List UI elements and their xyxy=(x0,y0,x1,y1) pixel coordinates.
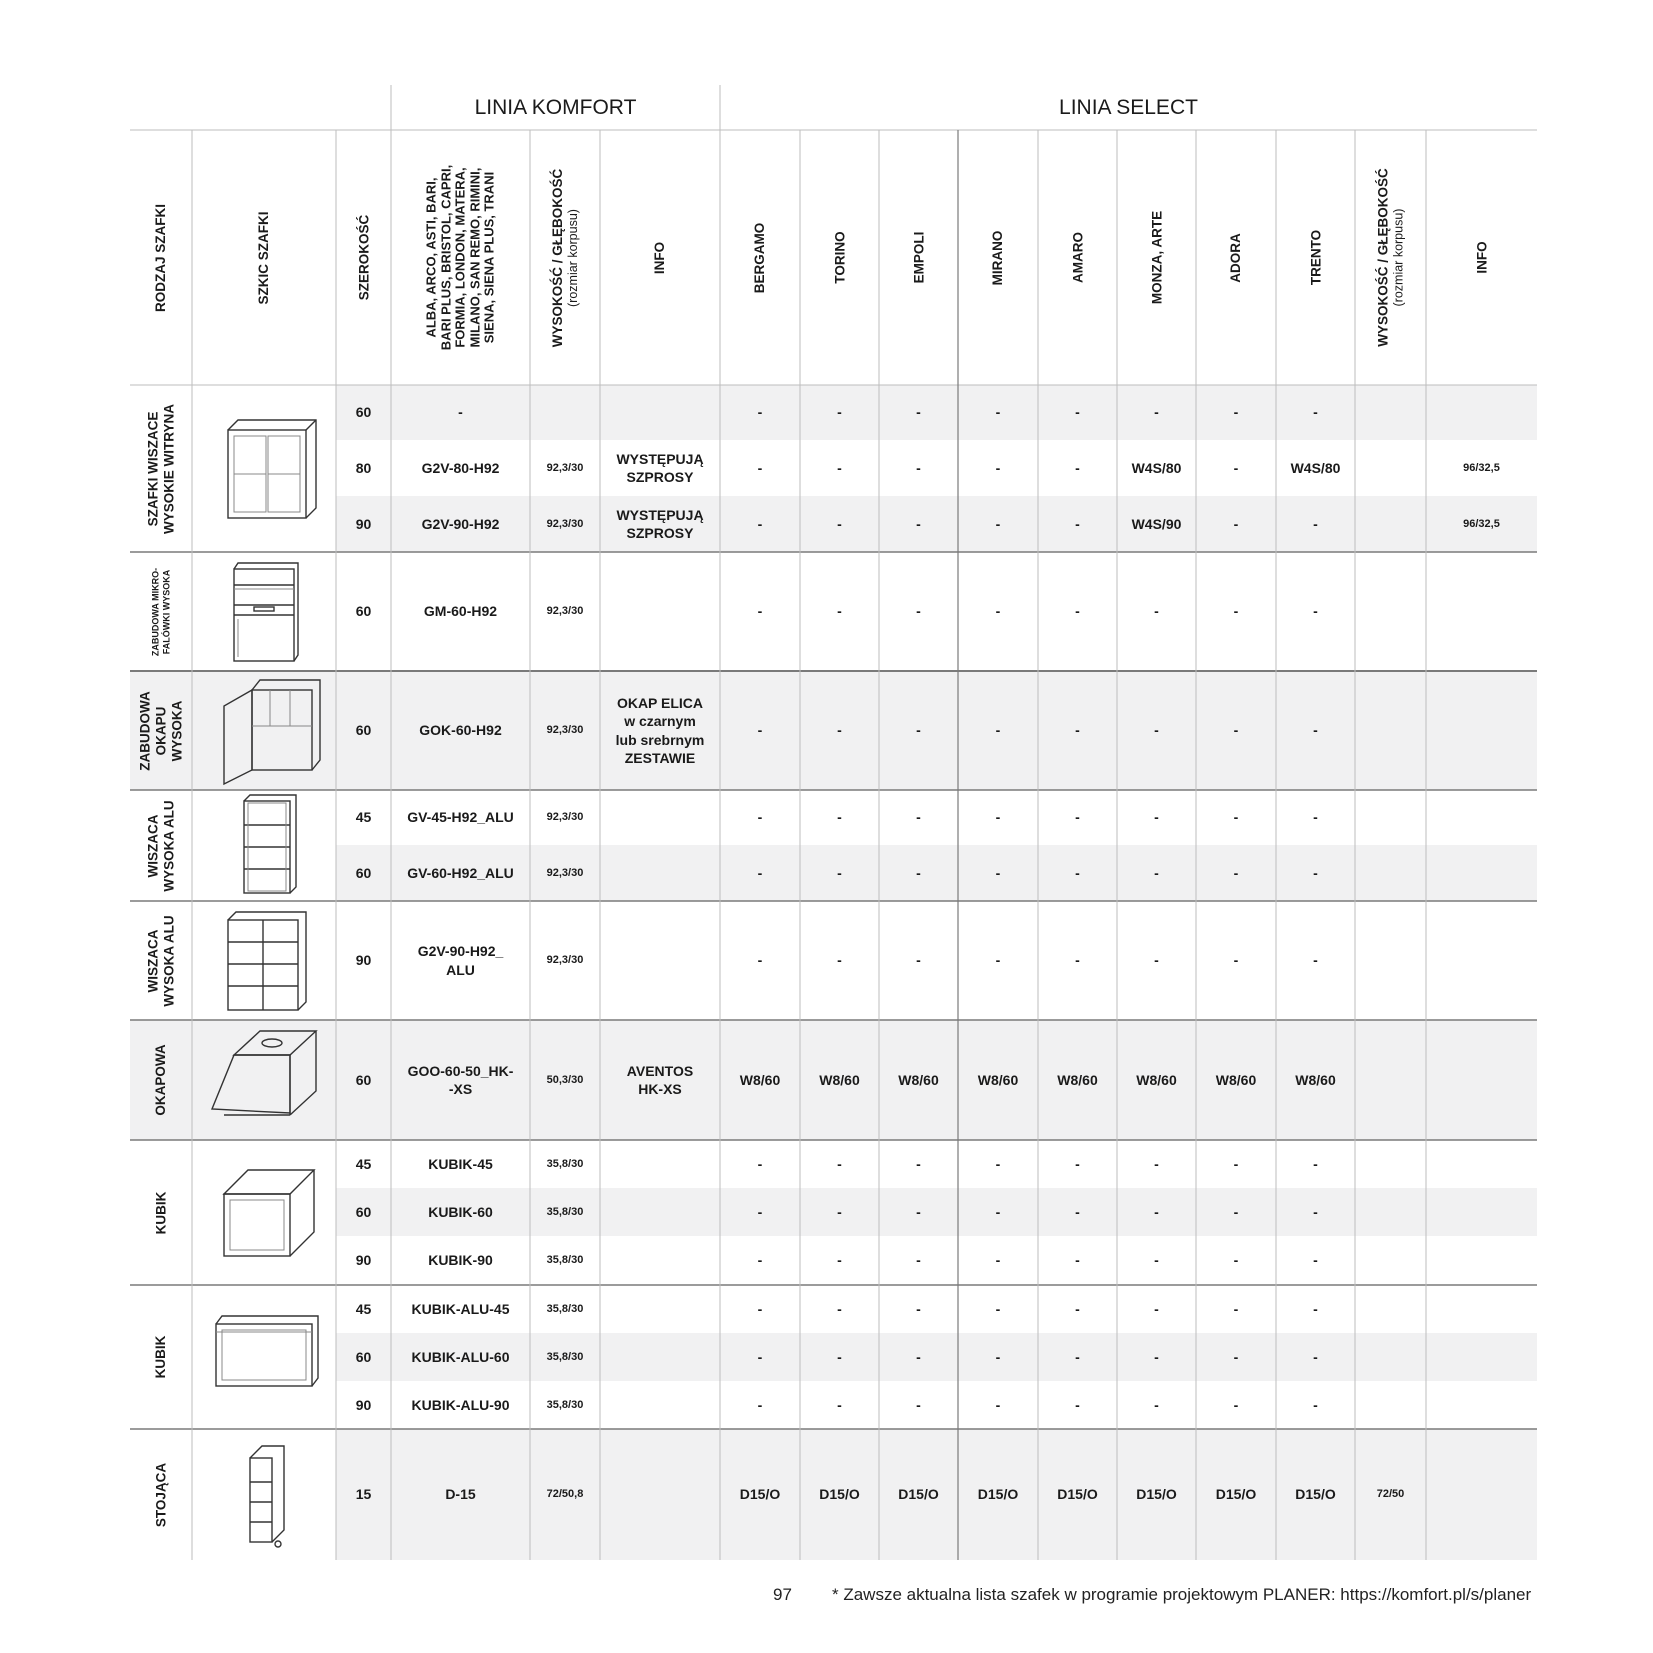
select-front-cell: D15/O xyxy=(1295,1486,1336,1503)
select-front-cell: - xyxy=(1233,404,1239,421)
group-header-select: LINIA SELECT xyxy=(1059,95,1198,119)
select-front-cell: - xyxy=(757,1396,763,1413)
dims-cell: 35,8/30 xyxy=(546,1350,584,1363)
column-header-fronts-komfort: ALBA, ARCO, ASTI, BARI, BARI PLUS, BRISTOL, CAPRI, FORMIA, LONDON, MATERA, MILANO, SAN REMO, RIMINI, SIENA, SIENA PLUS, TRANI xyxy=(423,164,497,351)
width-cell: 60 xyxy=(355,1071,372,1088)
select-front-cell: D15/O xyxy=(898,1486,939,1503)
column-header-wys-gleb-sub: (rozmiar korpusu) xyxy=(565,208,580,307)
select-front-cell: D15/O xyxy=(977,1486,1019,1503)
select-front-cell: - xyxy=(837,722,842,739)
dims-cell: 92,3/30 xyxy=(546,866,584,879)
dims-select-cell xyxy=(1355,1285,1426,1333)
select-front-cell: - xyxy=(837,515,842,532)
dims-cell: 92,3/30 xyxy=(546,724,584,737)
info-select-cell xyxy=(1426,385,1537,440)
select-front-cell: - xyxy=(916,1396,921,1413)
code-cell: G2V-90-H92 xyxy=(421,515,500,532)
page-number: 97 xyxy=(773,1585,792,1604)
select-front-cell: - xyxy=(837,1300,842,1317)
select-front-cell: - xyxy=(995,1155,1001,1172)
width-cell: 60 xyxy=(355,603,372,620)
narrow-base-cabinet-icon xyxy=(204,1440,324,1550)
select-front-cell: - xyxy=(916,603,921,620)
column-header-info-select: INFO xyxy=(1473,241,1489,274)
hood-cabinet-icon xyxy=(204,1025,324,1135)
code-cell: G2V-80-H92 xyxy=(421,459,500,476)
width-cell: 60 xyxy=(355,1203,372,1220)
column-header-adora: ADORA xyxy=(1228,232,1244,283)
select-front-cell: - xyxy=(1233,459,1239,476)
code-cell: KUBIK-ALU-45 xyxy=(411,1300,510,1317)
select-front-cell: - xyxy=(1313,864,1318,881)
select-front-cell: - xyxy=(837,1252,842,1269)
dims-select-cell xyxy=(1355,845,1426,901)
select-front-cell: - xyxy=(1233,603,1239,620)
info-cell: WYSTĘPUJĄ SZPROSY xyxy=(616,450,704,485)
code-cell: GV-45-H92_ALU xyxy=(407,809,514,826)
select-front-cell: - xyxy=(757,1155,763,1172)
select-front-cell: - xyxy=(1313,1155,1318,1172)
width-cell: 90 xyxy=(355,1396,372,1413)
select-front-cell: W8/60 xyxy=(739,1071,781,1088)
code-cell: GM-60-H92 xyxy=(423,603,498,620)
dims-select-cell xyxy=(1355,1381,1426,1429)
select-front-cell: - xyxy=(995,1203,1001,1220)
select-front-cell: - xyxy=(916,1203,921,1220)
dims-select-cell: 72/50 xyxy=(1376,1488,1405,1501)
cabinet-type-label: WISZACA WYSOKA ALU xyxy=(145,799,176,892)
select-front-cell: W8/60 xyxy=(898,1071,939,1088)
info-cell xyxy=(600,1285,720,1333)
info-select-cell xyxy=(1426,790,1537,845)
select-front-cell: - xyxy=(916,809,921,826)
select-front-cell: - xyxy=(1233,515,1239,532)
select-front-cell: - xyxy=(1313,952,1318,969)
info-select-cell xyxy=(1426,1381,1537,1429)
width-cell: 60 xyxy=(355,404,372,421)
dims-select-cell xyxy=(1355,790,1426,845)
select-front-cell: - xyxy=(1154,1252,1159,1269)
select-front-cell: - xyxy=(1075,1155,1080,1172)
width-cell: 45 xyxy=(355,809,372,826)
select-front-cell: - xyxy=(837,603,842,620)
select-front-cell: - xyxy=(1075,864,1080,881)
select-front-cell: - xyxy=(1075,722,1080,739)
cube-open-cabinet-icon xyxy=(204,1158,324,1268)
width-cell: 45 xyxy=(355,1155,372,1172)
code-cell: - xyxy=(458,404,463,421)
select-front-cell: W8/60 xyxy=(977,1071,1019,1088)
code-cell: GOK-60-H92 xyxy=(419,722,502,739)
select-front-cell: - xyxy=(837,404,842,421)
select-front-cell: - xyxy=(916,864,921,881)
select-front-cell: - xyxy=(1075,1348,1080,1365)
code-cell: D-15 xyxy=(445,1486,476,1503)
select-front-cell: - xyxy=(757,1252,763,1269)
select-front-cell: - xyxy=(1233,1300,1239,1317)
select-front-cell: - xyxy=(995,1300,1001,1317)
dims-select-cell xyxy=(1355,1333,1426,1381)
info-cell xyxy=(600,790,720,845)
select-front-cell: W4S/80 xyxy=(1290,459,1341,476)
dims-cell: 92,3/30 xyxy=(546,605,584,618)
info-cell xyxy=(600,1333,720,1381)
select-front-cell: - xyxy=(1154,952,1159,969)
select-front-cell: - xyxy=(757,515,763,532)
column-header-info: INFO xyxy=(652,241,668,274)
info-select-cell xyxy=(1426,1188,1537,1236)
select-front-cell: - xyxy=(1075,515,1080,532)
select-front-cell: - xyxy=(1313,1348,1318,1365)
select-front-cell: - xyxy=(995,603,1001,620)
select-front-cell: - xyxy=(837,1203,842,1220)
select-front-cell: - xyxy=(1313,1203,1318,1220)
code-cell: KUBIK-ALU-60 xyxy=(411,1348,510,1365)
select-front-cell: - xyxy=(1233,1203,1239,1220)
glass-wall-cabinet-icon xyxy=(204,414,324,524)
info-cell xyxy=(600,1381,720,1429)
info-select-cell xyxy=(1426,1140,1537,1188)
cabinet-type-label: ZABUDOWA MIKRO- FALÓWKI WYSOKA xyxy=(150,567,171,656)
select-front-cell: - xyxy=(995,515,1001,532)
dims-select-cell xyxy=(1355,901,1426,1020)
select-front-cell: D15/O xyxy=(819,1486,860,1503)
select-front-cell: - xyxy=(995,459,1001,476)
select-front-cell: - xyxy=(1154,1396,1159,1413)
select-front-cell: - xyxy=(1075,1300,1080,1317)
select-front-cell: D15/O xyxy=(739,1486,781,1503)
dims-cell: 92,3/30 xyxy=(546,517,584,530)
cabinet-type-label: STOJĄCA xyxy=(153,1462,169,1527)
width-cell: 90 xyxy=(355,515,372,532)
select-front-cell: - xyxy=(995,864,1001,881)
column-header-amaro: AMARO xyxy=(1069,232,1085,283)
code-cell: KUBIK-90 xyxy=(428,1252,493,1269)
column-header-wys-gleb xyxy=(533,138,597,378)
footer-note: * Zawsze aktualna lista szafek w programie projektowym PLANER: https://komfort.pl/s/planer xyxy=(832,1585,1532,1604)
info-cell xyxy=(600,845,720,901)
info-select-cell xyxy=(1426,845,1537,901)
select-front-cell: - xyxy=(916,1252,921,1269)
select-front-cell: - xyxy=(1233,1396,1239,1413)
width-cell: 90 xyxy=(355,1252,372,1269)
select-front-cell: W4S/90 xyxy=(1131,515,1182,532)
column-header-monza-arte: MONZA, ARTE xyxy=(1148,210,1164,305)
dims-cell: 35,8/30 xyxy=(546,1302,584,1315)
info-select-cell xyxy=(1426,1236,1537,1285)
select-front-cell: - xyxy=(916,1348,921,1365)
select-front-cell: D15/O xyxy=(1136,1486,1177,1503)
select-front-cell: W8/60 xyxy=(1295,1071,1336,1088)
select-front-cell: - xyxy=(757,864,763,881)
width-cell: 45 xyxy=(355,1300,372,1317)
select-front-cell: - xyxy=(837,1155,842,1172)
info-cell xyxy=(600,1429,720,1560)
select-front-cell: - xyxy=(1075,1252,1080,1269)
select-front-cell: - xyxy=(1313,515,1318,532)
cabinet-type-label: ZABUDOWA OKAPU WYSOKA xyxy=(137,690,184,771)
cabinet-type-label: WISZACA WYSOKA ALU xyxy=(145,914,176,1007)
select-front-cell: - xyxy=(1154,603,1159,620)
code-cell: GV-60-H92_ALU xyxy=(407,864,514,881)
select-front-cell: - xyxy=(757,404,763,421)
select-front-cell: - xyxy=(916,1155,921,1172)
column-header-empoli: EMPOLI xyxy=(910,231,926,284)
select-front-cell: W4S/80 xyxy=(1131,459,1182,476)
select-front-cell: - xyxy=(757,1203,763,1220)
select-front-cell: - xyxy=(1313,809,1318,826)
column-header-wys-gleb-main: WYSOKOŚĆ / GŁĘBOKOŚĆ xyxy=(549,168,565,347)
code-cell: GOO-60-50_HK- -XS xyxy=(407,1062,514,1097)
alu-shelf-cabinet-icon xyxy=(204,791,324,901)
cabinet-type-label: KUBIK xyxy=(153,1191,169,1234)
select-front-cell: - xyxy=(1075,809,1080,826)
code-cell: KUBIK-ALU-90 xyxy=(411,1396,510,1413)
info-cell xyxy=(600,1188,720,1236)
select-front-cell: - xyxy=(1154,809,1159,826)
select-front-cell: D15/O xyxy=(1215,1486,1257,1503)
select-front-cell: - xyxy=(1313,1252,1318,1269)
select-front-cell: - xyxy=(1075,603,1080,620)
select-front-cell: - xyxy=(995,809,1001,826)
select-front-cell: - xyxy=(837,809,842,826)
select-front-cell: - xyxy=(1154,1155,1159,1172)
width-cell: 80 xyxy=(355,459,372,476)
column-header-wys-gleb-select-main: WYSOKOŚĆ / GŁĘBOKOŚĆ xyxy=(1375,168,1391,347)
select-front-cell: - xyxy=(995,722,1001,739)
select-front-cell: - xyxy=(1075,952,1080,969)
dims-select-cell xyxy=(1355,1188,1426,1236)
width-cell: 60 xyxy=(355,722,372,739)
dims-select-cell xyxy=(1355,1236,1426,1285)
info-cell xyxy=(600,1236,720,1285)
column-header-rodzaj: RODZAJ SZAFKI xyxy=(153,203,169,312)
info-select-cell xyxy=(1426,1020,1537,1140)
info-select-cell xyxy=(1426,552,1537,671)
hood-housing-icon xyxy=(204,676,324,786)
double-alu-shelf-cabinet-icon xyxy=(204,906,324,1016)
select-front-cell: - xyxy=(1233,1252,1239,1269)
select-front-cell: - xyxy=(757,1300,763,1317)
alu-frame-cube-icon xyxy=(204,1302,324,1412)
select-front-cell: - xyxy=(1075,1203,1080,1220)
select-front-cell: - xyxy=(1233,952,1239,969)
code-cell: KUBIK-45 xyxy=(428,1155,493,1172)
cabinet-type-label: KUBIK xyxy=(153,1335,169,1379)
select-front-cell: - xyxy=(757,603,763,620)
microwave-housing-icon xyxy=(204,557,324,667)
column-header-trento: TRENTO xyxy=(1307,229,1323,286)
dims-select-cell xyxy=(1355,385,1426,440)
select-front-cell: - xyxy=(1313,1300,1318,1317)
select-front-cell: - xyxy=(757,1348,763,1365)
info-cell xyxy=(600,901,720,1020)
column-header-mirano: MIRANO xyxy=(990,230,1006,285)
code-cell: G2V-90-H92_ ALU xyxy=(417,943,504,978)
dims-cell: 35,8/30 xyxy=(546,1398,584,1411)
info-cell: WYSTĘPUJĄ SZPROSY xyxy=(616,506,704,541)
dims-select-cell xyxy=(1355,552,1426,671)
dims-cell: 35,8/30 xyxy=(546,1205,584,1218)
select-front-cell: - xyxy=(1075,404,1080,421)
dims-cell: 92,3/30 xyxy=(546,461,584,474)
select-front-cell: W8/60 xyxy=(1057,1071,1098,1088)
dims-select-cell xyxy=(1355,1140,1426,1188)
select-front-cell: - xyxy=(995,1396,1001,1413)
select-front-cell: - xyxy=(1233,1348,1239,1365)
dims-select-cell xyxy=(1355,496,1426,552)
select-front-cell: - xyxy=(995,1252,1001,1269)
select-front-cell: W8/60 xyxy=(1136,1071,1177,1088)
width-cell: 60 xyxy=(355,1348,372,1365)
select-front-cell: - xyxy=(1154,404,1159,421)
select-front-cell: - xyxy=(757,952,763,969)
select-front-cell: W8/60 xyxy=(819,1071,860,1088)
code-cell: KUBIK-60 xyxy=(428,1203,493,1220)
select-front-cell: - xyxy=(916,459,921,476)
info-select-cell: 96/32,5 xyxy=(1463,517,1500,530)
dims-cell xyxy=(530,385,600,440)
select-front-cell: - xyxy=(757,722,763,739)
dims-cell: 92,3/30 xyxy=(546,811,584,824)
dims-select-cell xyxy=(1355,1020,1426,1140)
dims-cell: 50,3/30 xyxy=(546,1073,584,1086)
info-cell: OKAP ELICA w czarnym lub srebrnym ZESTAWIE xyxy=(615,694,705,766)
select-front-cell: - xyxy=(837,1348,842,1365)
info-cell: AVENTOS HK-XS xyxy=(626,1062,694,1097)
width-cell: 15 xyxy=(355,1486,372,1503)
select-front-cell: - xyxy=(1154,1300,1159,1317)
select-front-cell: - xyxy=(1313,1396,1318,1413)
info-select-cell xyxy=(1426,901,1537,1020)
info-cell xyxy=(600,552,720,671)
dims-cell: 35,8/30 xyxy=(546,1157,584,1170)
info-select-cell xyxy=(1426,1429,1537,1560)
group-header-komfort: LINIA KOMFORT xyxy=(474,95,637,119)
select-front-cell: - xyxy=(1154,1348,1159,1365)
select-front-cell: - xyxy=(1313,722,1318,739)
width-cell: 90 xyxy=(355,952,372,969)
select-front-cell: - xyxy=(1233,722,1239,739)
select-front-cell: - xyxy=(995,1348,1001,1365)
info-cell xyxy=(600,1140,720,1188)
select-front-cell: - xyxy=(1313,603,1318,620)
column-header-bergamo: BERGAMO xyxy=(752,222,768,293)
select-front-cell: - xyxy=(916,1300,921,1317)
select-front-cell: - xyxy=(916,404,921,421)
select-front-cell: - xyxy=(837,864,842,881)
select-front-cell: - xyxy=(916,952,921,969)
width-cell: 60 xyxy=(355,864,372,881)
column-header-szkic: SZKIC SZAFKI xyxy=(256,211,272,304)
select-front-cell: - xyxy=(1233,809,1239,826)
column-header-torino: TORINO xyxy=(831,231,847,284)
dims-select-cell xyxy=(1355,671,1426,790)
select-front-cell: - xyxy=(995,952,1001,969)
select-front-cell: - xyxy=(837,459,842,476)
select-front-cell: - xyxy=(1154,864,1159,881)
info-select-cell xyxy=(1426,1285,1537,1333)
select-front-cell: - xyxy=(916,515,921,532)
cabinet-type-label: OKAPOWA xyxy=(153,1044,169,1116)
select-front-cell: - xyxy=(1075,459,1080,476)
select-front-cell: - xyxy=(837,952,842,969)
cabinet-type-label: SZAFKI WISZACE WYSOKIE WITRYNA xyxy=(145,403,176,534)
column-header-wys-gleb-select xyxy=(1358,138,1423,378)
select-front-cell: - xyxy=(1075,1396,1080,1413)
select-front-cell: - xyxy=(1233,1155,1239,1172)
info-cell xyxy=(600,385,720,440)
select-front-cell: - xyxy=(757,459,763,476)
select-front-cell: - xyxy=(1154,1203,1159,1220)
select-front-cell: - xyxy=(1154,722,1159,739)
select-front-cell: - xyxy=(1233,864,1239,881)
column-header-wys-gleb-select-sub: (rozmiar korpusu) xyxy=(1391,208,1406,307)
column-header-szerokosc: SZEROKOŚĆ xyxy=(355,214,371,301)
info-select-cell xyxy=(1426,671,1537,790)
dims-cell: 35,8/30 xyxy=(546,1254,584,1267)
dims-select-cell xyxy=(1355,440,1426,496)
info-select-cell xyxy=(1426,1333,1537,1381)
select-front-cell: D15/O xyxy=(1057,1486,1098,1503)
select-front-cell: - xyxy=(837,1396,842,1413)
dims-cell: 72/50,8 xyxy=(546,1488,584,1501)
select-front-cell: - xyxy=(916,722,921,739)
select-front-cell: W8/60 xyxy=(1215,1071,1257,1088)
select-front-cell: - xyxy=(757,809,763,826)
info-select-cell: 96/32,5 xyxy=(1463,461,1500,474)
select-front-cell: - xyxy=(1313,404,1318,421)
dims-cell: 92,3/30 xyxy=(546,954,584,967)
select-front-cell: - xyxy=(995,404,1001,421)
